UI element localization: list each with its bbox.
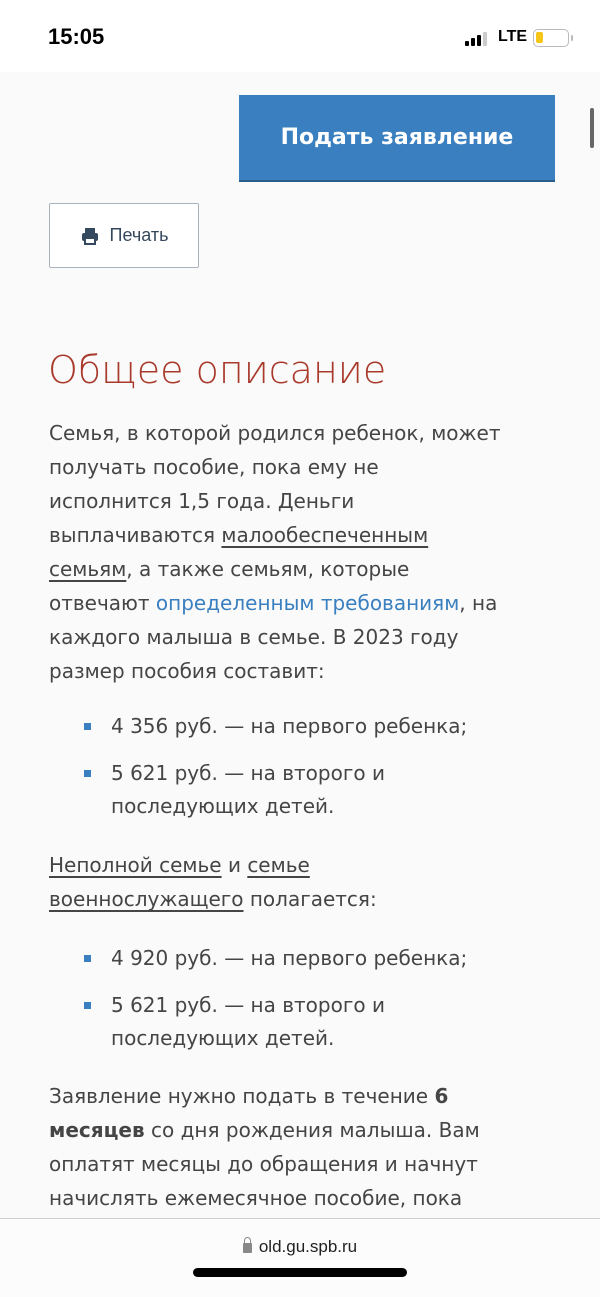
paragraph-intro <box>49 416 501 688</box>
military-family-link-cont[interactable]: военнослужащего <box>49 887 244 911</box>
list-item: 5 621 руб. — на второго и последующих детей. <box>49 757 467 823</box>
browser-bar <box>0 1218 600 1297</box>
amount-list-2 <box>49 942 467 1069</box>
text: отвечают <box>49 591 156 615</box>
print-label: Печать <box>109 225 169 245</box>
paragraph-deadline <box>49 1079 480 1215</box>
list-item: 4 920 руб. — на первого ребенка; <box>49 942 467 975</box>
text: полагается: <box>243 887 377 911</box>
text: получать пособие, пока ему не <box>49 455 379 479</box>
status-bar <box>0 0 600 72</box>
text: и <box>221 853 248 877</box>
status-time: 15:05 <box>48 24 105 49</box>
list-item: 4 356 руб. — на первого ребенка; <box>49 710 467 743</box>
single-parent-link[interactable]: Неполной семье <box>49 853 222 877</box>
paragraph-single-parent <box>49 848 377 916</box>
scrollbar[interactable] <box>590 108 594 148</box>
apply-button[interactable]: Подать заявление <box>239 95 555 180</box>
text: 6 <box>434 1084 449 1108</box>
print-button[interactable] <box>49 203 199 268</box>
list-item: 5 621 руб. — на второго и последующих детей. <box>49 989 467 1055</box>
printer-icon <box>80 226 100 246</box>
text: начислять ежемесячное пособие, пока <box>49 1186 463 1210</box>
signal-icon <box>465 32 487 46</box>
text: каждого малыша в семье. В 2023 году <box>49 625 459 649</box>
requirements-link[interactable]: определенным требованиям <box>155 591 460 615</box>
text: , а также семьям, которые <box>126 557 410 581</box>
text: Заявление нужно подать в течение <box>49 1084 435 1108</box>
text: , на <box>459 591 498 615</box>
section-title: Общее описание <box>48 348 387 392</box>
text: выплачиваются <box>49 523 222 547</box>
amount-list <box>49 710 467 837</box>
military-family-link[interactable]: семье <box>247 853 310 877</box>
network-label: LTE <box>498 28 528 45</box>
text: размер пособия составит: <box>49 659 325 683</box>
text: исполнится 1,5 года. Деньги <box>49 489 355 513</box>
text: месяцев <box>49 1118 145 1142</box>
url-text: old.gu.spb.ru <box>258 1237 358 1256</box>
low-income-link-cont[interactable]: семьям <box>49 557 127 581</box>
low-income-link[interactable]: малообеспеченным <box>221 523 429 547</box>
text: со дня рождения малыша. Вам <box>144 1118 480 1142</box>
home-indicator[interactable] <box>193 1268 407 1277</box>
text: оплатят месяцы до обращения и начнут <box>49 1152 478 1176</box>
text: Семья, в которой родился ребенок, может <box>49 421 501 445</box>
url-bar[interactable] <box>0 1237 600 1257</box>
lock-icon <box>243 1243 252 1253</box>
battery-icon <box>533 29 569 47</box>
